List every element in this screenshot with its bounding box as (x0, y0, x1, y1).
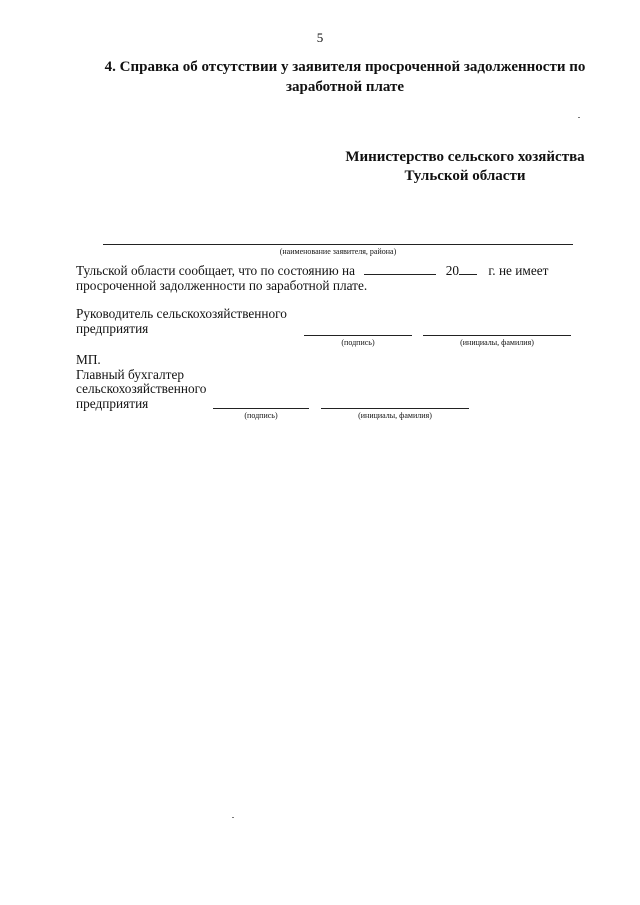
head-label-line-2: предприятия (76, 321, 149, 336)
addressee-line-2: Тульской области (404, 168, 526, 184)
addressee-line-1: Министерство сельского хозяйства (345, 149, 585, 165)
statement-part-1: Тульской области сообщает, что по состоянию на (76, 263, 356, 278)
year-prefix: 20 (445, 263, 460, 278)
document-heading (60, 57, 630, 97)
accountant-label-line-2: сельскохозяйственного (76, 381, 207, 396)
statement-line-1 (76, 262, 594, 279)
addressee-block (330, 148, 600, 186)
stamp-label: МП. (76, 352, 101, 367)
page-number: 5 (316, 30, 324, 45)
scan-speck (578, 117, 580, 118)
accountant-label-line-1: Главный бухгалтер (76, 367, 185, 382)
accountant-name-line (321, 408, 469, 409)
head-signature-caption: (подпись) (341, 338, 375, 347)
accountant-signature-line (213, 408, 309, 409)
head-name-line (423, 335, 571, 336)
accountant-name-caption: (инициалы, фамилия) (358, 411, 432, 420)
heading-line-1: 4. Справка об отсутствии у заявителя просроченной задолженности по (104, 59, 586, 75)
head-name-caption: (инициалы, фамилия) (460, 338, 534, 347)
applicant-name-line (103, 244, 573, 245)
accountant-label-line-3: предприятия (76, 396, 149, 411)
head-signature-line (304, 335, 412, 336)
applicant-caption: (наименование заявителя, района) (279, 247, 397, 256)
scan-speck (232, 817, 234, 818)
head-label-line-1: Руководитель сельскохозяйственного (76, 306, 287, 321)
statement-part-2: г. не имеет (488, 263, 549, 278)
heading-line-2: заработной плате (285, 79, 405, 95)
accountant-signature-caption: (подпись) (244, 411, 278, 420)
statement-line-2: просроченной задолженности по заработной плате. (76, 278, 368, 293)
date-blank (364, 262, 436, 275)
year-blank (459, 262, 477, 275)
